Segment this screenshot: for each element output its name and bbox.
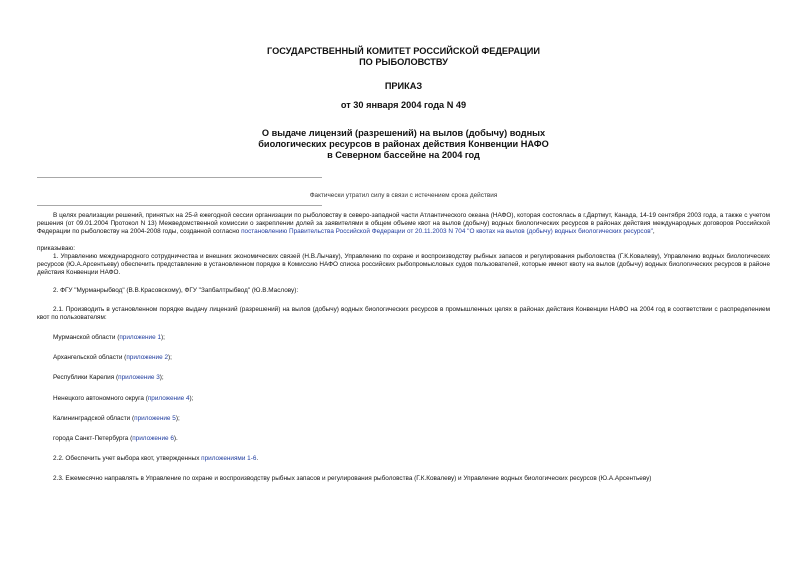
paragraph-2-2: [37, 455, 770, 463]
list-item: [37, 395, 770, 403]
paragraph-1: 1. Управлению международного сотрудничества и внешних экономических связей (Н.В.Лычаку), Управлению по охране и воспроизводству рыбных запасов и регулирования рыболовства (Г.К.Ковалеву), Управлению водных биологических ресурсов (Ю.А.Арсентьеву) обеспечить представление в установленном порядке в Комиссию НАФО списка российских рыбопромысловых судов пользователей, которые имеют квоту на вылов (добычу) водных биологических ресурсов в районе действия Конвенции НАФО.: [37, 252, 770, 277]
region-end: );: [159, 374, 164, 382]
title-line-2: биологических ресурсов в районах действия Конвенции НАФО: [258, 139, 549, 149]
region-name: Мурманской области (: [53, 334, 120, 342]
intro-paragraph: [37, 212, 770, 237]
government-resolution-link[interactable]: постановлению Правительства Российской Федерации от 20.11.2003 N 704 "О квотах на вылов (добычу) водных биологических ресурсов": [241, 228, 653, 236]
list-item: [37, 415, 770, 423]
divider-top: [37, 177, 322, 178]
paragraph-2-1: 2.1. Производить в установленном порядке выдачу лицензий (разрешений) на вылов (добычу) водных биологических ресурсов в промышленных целях в районах действия Конвенции НАФО на 2004 год в соответствии с распределением квот по пользователям:: [37, 305, 770, 321]
issuer-line-1: ГОСУДАРСТВЕННЫЙ КОМИТЕТ РОССИЙСКОЙ ФЕДЕРАЦИИ: [267, 46, 540, 56]
paragraph-2-2-end: .: [256, 455, 259, 463]
region-end: );: [161, 334, 165, 342]
appendix-2-link[interactable]: приложение 2: [126, 354, 168, 362]
appendix-4-link[interactable]: приложение 4: [147, 394, 190, 402]
region-name: Ненецкого автономного округа (: [53, 394, 148, 402]
region-end: );: [168, 354, 172, 362]
list-item: [37, 435, 770, 443]
region-name: Калининградской области (: [53, 414, 135, 422]
status-note: Фактически утратил силу в связи с истечением срока действия: [309, 192, 498, 199]
region-name: города Санкт-Петербурга (: [53, 435, 133, 443]
appendices-1-6-link[interactable]: приложениями 1-6: [201, 455, 257, 463]
issuer-line-2: ПО РЫБОЛОВСТВУ: [359, 57, 448, 67]
issuer-block: [0, 46, 807, 68]
region-name: Архангельской области (: [53, 354, 127, 362]
document-body: [37, 212, 770, 484]
region-end: );: [189, 394, 194, 402]
region-end: );: [175, 414, 180, 422]
region-list: [37, 334, 770, 443]
divider-bottom: [37, 205, 322, 206]
title-line-3: в Северном бассейне на 2004 год: [327, 150, 480, 160]
appendix-3-link[interactable]: приложение 3: [118, 374, 160, 382]
document-type: ПРИКАЗ: [384, 81, 423, 91]
document-title: [0, 128, 807, 161]
list-item: [37, 334, 770, 342]
list-item: [37, 374, 770, 382]
intro-end: ,: [652, 228, 655, 236]
order-word: приказываю:: [37, 244, 75, 252]
list-item: [37, 354, 770, 362]
region-name: Республики Карелия (: [53, 374, 119, 382]
intro-text: В целях реализации решений, принятых на 25-й ежегодной сессии организации по рыболовству в северо-западной части Атлантического океана (НАФО), которая состоялась в г.Дартмут, Канада, 14-19 сентября 2003 года, а также с учетом решения (от 09.01.2004 Протокол N 13) Межведомственной комиссии о закреплении долей за заявителями в общем объеме квот на вылов (добычу) водных биологических ресурсов в районах действия международных договоров Российской Федерации по рыболовству на 2004-2008 годы, созданной согласно: [37, 212, 770, 236]
paragraph-2-2-text: 2.2. Обеспечить учет выбора квот, утвержденных: [53, 455, 202, 463]
region-end: ).: [173, 435, 178, 443]
paragraph-2-3: 2.3. Ежемесячно направлять в Управление по охране и воспроизводству рыбных запасов и регулирования рыболовства (Г.К.Ковалеву) и Управление водных биологических ресурсов (Ю.А.Арсентьеву): [53, 475, 652, 483]
appendix-1-link[interactable]: приложение 1: [119, 334, 162, 342]
appendix-6-link[interactable]: приложение 6: [132, 435, 174, 443]
title-line-1: О выдаче лицензий (разрешений) на вылов (добычу) водных: [261, 128, 546, 138]
paragraph-2: 2. ФГУ "Мурманрыбвод" (В.В.Красовскому), ФГУ "Запбалтрыбвод" (Ю.В.Маслову):: [53, 287, 299, 295]
document-date: от 30 января 2004 года N 49: [340, 100, 467, 110]
appendix-5-link[interactable]: приложение 5: [134, 414, 176, 422]
